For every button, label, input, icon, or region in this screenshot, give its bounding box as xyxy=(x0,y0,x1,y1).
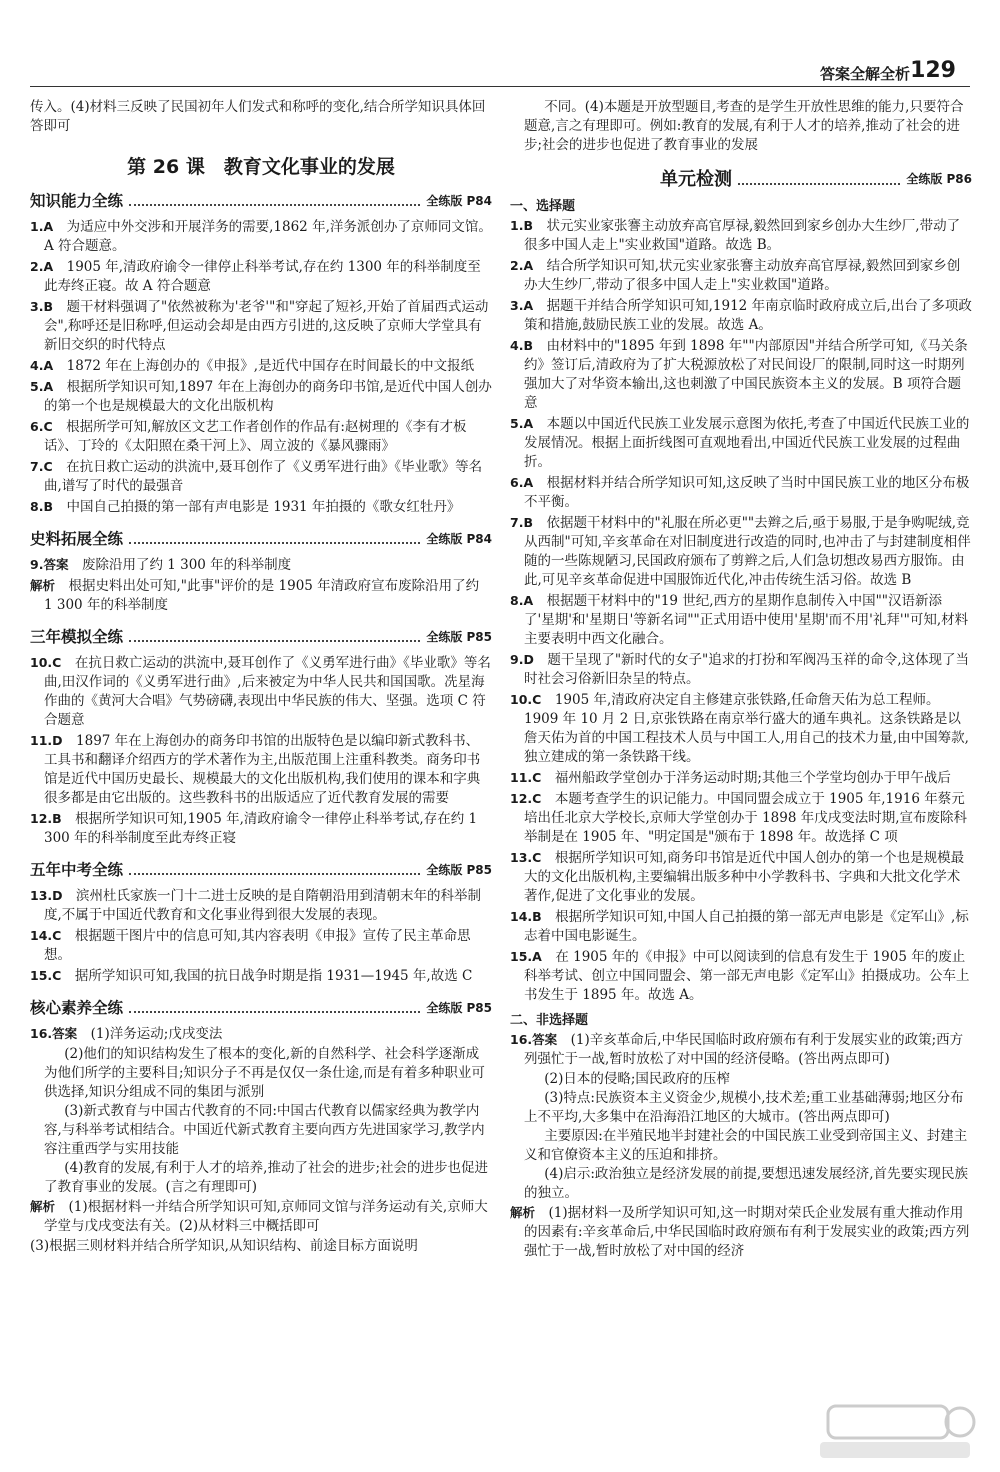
item-number: 6.A xyxy=(510,475,534,490)
item-text: 据题干并结合所学知识可知,1912 年南京临时政府成立后,出台了多项政策和措施,鼓励民族工业的发展。故选 A。 xyxy=(524,298,972,333)
section-header-5 xyxy=(30,996,492,1018)
answer-item xyxy=(510,848,972,906)
explanation-9 xyxy=(30,576,492,615)
part-heading: 二、非选择题 xyxy=(510,1013,589,1028)
answer-9 xyxy=(30,555,492,575)
explanation-text: 根据史料出处可知,"此事"评价的是 1905 年清政府宣布废除沿用了约 1 300 年的科举制度 xyxy=(44,578,480,613)
item-number: 6.C xyxy=(30,419,53,434)
explanation-label: 解析 xyxy=(510,1205,536,1220)
answer-16-line xyxy=(30,1024,492,1044)
watermark-logo xyxy=(810,1402,980,1462)
section-title: 知识能力全练 xyxy=(30,192,124,210)
answer-item xyxy=(510,591,972,649)
answer-label: 16.答案 xyxy=(510,1032,558,1047)
item-number: 13.D xyxy=(30,888,63,903)
item-number: 2.A xyxy=(30,259,54,274)
item-text: 在 1905 年的《申报》中可以阅读到的信息有发生于 1905 年的废止科举考试、创立中国同盟会、第一部无声电影《定军山》拍摄成功。公车上书发生于 1895 年。故选 A。 xyxy=(524,949,970,1003)
leader-dots xyxy=(129,630,420,642)
answer-item xyxy=(510,513,972,590)
item-number: 1.B xyxy=(510,218,533,233)
item-text: 根据题干材料中的"19 世纪,西方的星期作息制传入中国""汉语新添了'星期'和'星期日'等新名词""正式用语中使用'星期'而不用'礼拜'"可知,材料主要表明中西文化融合。 xyxy=(524,593,969,647)
item-text: 题干呈现了"新时代的女子"追求的打扮和军阀冯玉祥的命令,这体现了当时社会习俗新旧杂呈的特点。 xyxy=(524,652,970,687)
answer-item xyxy=(30,356,492,376)
answer-16-line: (3)新式教育与中国古代教育的不同:中国古代教育以儒家经典为教学内容,与科举考试相结合。中国近代新式教育主要向西方先进国家学习,教学内容注重西学与实用技能 xyxy=(44,1103,485,1157)
item-text: 根据所学可知,解放区文艺工作者创作的作品有:赵树理的《李有才板话》、丁玲的《太阳照在桑干河上》、周立波的《暴风骤雨》 xyxy=(44,419,467,454)
answer-label: 16.答案 xyxy=(30,1026,78,1041)
right-intro: 不同。(4)本题是开放型题目,考查的是学生开放性思维的能力,只要符合题意,言之有理即可。例如:教育的发展,有利于人才的培养,推动了社会的进步;社会的进步也促进了教育事业的发展 xyxy=(524,99,964,153)
answer-text: 废除沿用了约 1 300 年的科举制度 xyxy=(81,557,292,573)
section-ref: 全练版 P84 xyxy=(426,193,492,208)
answer-16-line xyxy=(510,1030,972,1069)
unit-ref: 全练版 P86 xyxy=(906,171,972,186)
section-3-list xyxy=(30,653,492,848)
answer-item xyxy=(30,731,492,808)
answer-text: (1)辛亥革命后,中华民国临时政府颁布有利于发展实业的政策;西方列强忙于一战,暂时放松了对中国的经济侵略。(答出两点即可) xyxy=(524,1032,964,1067)
answer-label: 9.答案 xyxy=(30,557,69,572)
answer-16-line: 主要原因:在半殖民地半封建社会的中国民族工业受到帝国主义、封建主义和官僚资本主义的压迫和排挤。 xyxy=(524,1128,968,1163)
item-number: 3.B xyxy=(30,299,53,314)
item-text: 根据题干图片中的信息可知,其内容表明《申报》宣传了民主革命思想。 xyxy=(44,928,471,963)
item-text: 本题考查学生的识记能力。中国同盟会成立于 1905 年,1916 年蔡元培出任北京大学校长,京师大学堂创办于 1898 年戊戌变法时期,宣布废除科举制是在 1905 年、"明定国是"颁布于 1898 年。故选择 C 项 xyxy=(524,791,968,845)
item-number: 8.A xyxy=(510,593,534,608)
answer-item xyxy=(30,809,492,848)
answer-item xyxy=(510,650,972,689)
section-1-list xyxy=(30,217,492,517)
item-number: 13.C xyxy=(510,850,542,865)
answer-item xyxy=(510,414,972,472)
item-text: 1897 年在上海创办的商务印书馆的出版特色是以编印新式教科书、工具书和翻译介绍西方的学术著作为主,出版范围上注重科教类。商务印书馆是近代中国历史最长、规模最大的文化出版机构,我们使用的课本和字典很多都是由它出版的。这些教科书的出版适应了近代教育发展的需要 xyxy=(44,733,481,806)
item-number: 8.B xyxy=(30,499,53,514)
item-number: 10.C xyxy=(30,655,62,670)
left-intro: 传入。(4)材料三反映了民国初年人们发式和称呼的变化,结合所学知识具体回答即可 xyxy=(30,99,486,134)
answer-item xyxy=(30,653,492,730)
leader-dots xyxy=(129,532,420,544)
answer-item xyxy=(510,473,972,512)
explanation-16 xyxy=(30,1197,492,1236)
answer-item xyxy=(30,966,492,986)
answer-item xyxy=(30,886,492,925)
item-number: 7.B xyxy=(510,515,533,530)
item-text: 本题以中国近代民族工业发展示意图为依托,考查了中国近代民族工业的发展情况。根据上面折线图可直观地看出,中国近代民族工业发展的过程曲折。 xyxy=(524,416,970,470)
section-header-2 xyxy=(30,527,492,549)
item-text: 结合所学知识可知,状元实业家张謇主动放弃高官厚禄,毅然回到家乡创办大生纱厂,带动了很多中国人走上"实业救国"道路。 xyxy=(524,258,961,293)
part-heading: 一、选择题 xyxy=(510,199,576,214)
explanation-16-cont: (3)根据三则材料并结合所学知识,从知识结构、前途目标方面说明 xyxy=(30,1238,418,1254)
explanation-16 xyxy=(510,1203,972,1261)
item-text: 根据所学知识可知,中国人自己拍摄的第一部无声电影是《定军山》,标志着中国电影诞生。 xyxy=(524,909,969,944)
item-text: 据所学知识可知,我国的抗日战争时期是指 1931—1945 年,故选 C xyxy=(74,968,473,984)
item-number: 10.C xyxy=(510,692,542,707)
section-header-1 xyxy=(30,189,492,211)
answer-16-line: (2)他们的知识结构发生了根本的变化,新的自然科学、社会科学逐渐成为他们所学的主要科目;知识分子不再是仅仅一条仕途,而是有着多种职业可供选择,知识分组成不同的集团与派别 xyxy=(44,1046,485,1100)
section-ref: 全练版 P85 xyxy=(426,862,492,877)
answer-item xyxy=(30,497,492,517)
item-text: 福州船政学堂创办于洋务运动时期;其他三个学堂均创办于甲午战后 xyxy=(554,770,951,786)
item-text: 根据所学知识可知,1905 年,清政府谕令一律停止科举考试,存在约 1 300 年的科举制度至此寿终正寝 xyxy=(44,811,478,846)
item-number: 15.C xyxy=(30,968,62,983)
section-header-4 xyxy=(30,858,492,880)
item-number: 5.A xyxy=(510,416,534,431)
answer-item xyxy=(30,377,492,416)
item-number: 2.A xyxy=(510,258,534,273)
answer-item xyxy=(510,789,972,847)
answer-item xyxy=(510,256,972,295)
item-number: 7.C xyxy=(30,459,53,474)
section-ref: 全练版 P84 xyxy=(426,531,492,546)
answer-16-line: (3)特点:民族资本主义资金少,规模小,技术差;重工业基础薄弱;地区分布上不平均,大多集中在沿海沿江地区的大城市。(答出两点即可) xyxy=(524,1090,964,1125)
explanation-text: (1)根据材料一并结合所学知识可知,京师同文馆与洋务运动有关,京师大学堂与戊戌变法有关。(2)从材料三中概括即可 xyxy=(44,1199,488,1234)
header-rule xyxy=(30,86,970,87)
answer-text: (1)洋务运动;戊戌变法 xyxy=(90,1026,223,1042)
answer-item xyxy=(30,297,492,355)
item-number: 3.A xyxy=(510,298,534,313)
item-text: 依据题干材料中的"礼服在所必更""去辫之后,亟于易服,于是争购呢绒,竞从西制"可知,辛亥革命在对旧制度进行改造的同时,也冲击了与封建制度相伴随的一些陈规陋习,民国政府颁布了剪辫之后,人们急切想改易西方服饰。由此,可见辛亥革命促进中国服饰近代化,冲击传统生活习俗。故选 B xyxy=(524,515,971,588)
section-title: 三年模拟全练 xyxy=(30,628,124,646)
leader-dots xyxy=(129,863,420,875)
item-text: 根据所学知识可知,1897 年在上海创办的商务印书馆,是近代中国人创办的第一个也是规模最大的文化出版机构 xyxy=(44,379,492,414)
item-number: 5.A xyxy=(30,379,54,394)
answer-16-line: (4)教育的发展,有利于人才的培养,推动了社会的进步;社会的进步也促进了教育事业的发展。(言之有理即可) xyxy=(44,1160,489,1195)
section-ref: 全练版 P85 xyxy=(426,629,492,644)
item-text: 1872 年在上海创办的《申报》,是近代中国存在时间最长的中文报纸 xyxy=(66,358,475,374)
answer-item xyxy=(30,457,492,496)
right-column xyxy=(510,98,972,1262)
section-header-3 xyxy=(30,625,492,647)
answer-item xyxy=(510,768,972,788)
section-title: 史料拓展全练 xyxy=(30,530,124,548)
item-text: 题干材料强调了"依然被称为'老爷'"和"穿起了短衫,开始了首届西式运动会",称呼还是旧称呼,但运动会却是由西方引进的,这反映了京师大学堂具有新旧交织的时代特点 xyxy=(44,299,489,353)
lesson-title: 第 26 课 教育文化事业的发展 xyxy=(127,156,395,178)
item-number: 12.B xyxy=(30,811,62,826)
answer-item xyxy=(510,690,972,767)
section-title: 核心素养全练 xyxy=(30,999,124,1017)
unit-title: 单元检测 xyxy=(660,169,732,190)
leader-dots xyxy=(738,172,900,185)
unit-choice-list xyxy=(510,216,972,1005)
answer-item xyxy=(30,257,492,296)
item-text: 为适应中外交涉和开展洋务的需要,1862 年,洋务派创办了京师同文馆。A 符合题意。 xyxy=(44,219,492,254)
item-number: 15.A xyxy=(510,949,542,964)
item-number: 14.B xyxy=(510,909,542,924)
item-number: 11.C xyxy=(510,770,542,785)
page-number: 129 xyxy=(910,58,956,83)
leader-dots xyxy=(129,1001,420,1013)
explanation-label: 解析 xyxy=(30,1199,56,1214)
item-text: 1905 年,清政府谕令一律停止科举考试,存在约 1300 年的科举制度至此寿终正寝。故 A 符合题意 xyxy=(44,259,481,294)
answer-16-line: (4)启示:政治独立是经济发展的前提,要想迅速发展经济,首先要实现民族的独立。 xyxy=(524,1166,969,1201)
left-column xyxy=(30,98,492,1256)
item-number: 12.C xyxy=(510,791,542,806)
item-number: 1.A xyxy=(30,219,54,234)
item-number: 14.C xyxy=(30,928,62,943)
section-4-list xyxy=(30,886,492,986)
item-number: 9.D xyxy=(510,652,534,667)
item-text: 状元实业家张謇主动放弃高官厚禄,毅然回到家乡创办大生纱厂,带动了很多中国人走上"实业救国"道路。故选 B。 xyxy=(524,218,961,253)
item-text: 根据材料并结合所学知识可知,这反映了当时中国民族工业的地区分布极不平衡。 xyxy=(524,475,970,510)
answer-item xyxy=(30,217,492,256)
item-text: 滨州杜氏家族一门十二进士反映的是自隋朝沿用到清朝末年的科举制度,不属于中国近代教育和文化事业得到很大发展的表现。 xyxy=(44,888,482,923)
section-title: 五年中考全练 xyxy=(30,861,124,879)
item-text: 在抗日救亡运动的洪流中,聂耳创作了《义勇军进行曲》《毕业歌》等名曲,田汉作词的《义勇军进行曲》,后来被定为中华人民共和国国歌。冼星海作曲的《黄河大合唱》气势磅礴,表现出中华民族的伟大、坚强。选项 C 符合题意 xyxy=(44,655,491,728)
answer-item xyxy=(30,417,492,456)
section-ref: 全练版 P85 xyxy=(426,1000,492,1015)
answer-item xyxy=(510,907,972,946)
answer-item xyxy=(510,296,972,335)
item-text: 根据所学知识可知,商务印书馆是近代中国人创办的第一个也是规模最大的文化出版机构,主要编辑出版多种中小学教科书、字典和大批文化学术著作,促进了文化事业的发展。 xyxy=(524,850,965,904)
item-text: 中国自己拍摄的第一部有声电影是 1931 年拍摄的《歌女红牡丹》 xyxy=(66,499,461,515)
item-number: 11.D xyxy=(30,733,63,748)
explanation-label: 解析 xyxy=(30,578,56,593)
answer-item xyxy=(30,926,492,965)
answer-item xyxy=(510,947,972,1005)
answer-item xyxy=(510,216,972,255)
header-title: 答案全解全析 xyxy=(819,65,910,83)
answer-16-line: (2)日本的侵略;国民政府的压榨 xyxy=(544,1071,730,1087)
page-header xyxy=(0,58,1000,88)
item-text: 1905 年,清政府决定自主修建京张铁路,任命詹天佑为总工程师。1909 年 10 月 2 日,京张铁路在南京举行盛大的通车典礼。这条铁路是以詹天佑为首的中国工程技术人员与中国工人,用自己的技术力量,由中国筹款,独立建成的第一条铁路干线。 xyxy=(524,692,969,765)
unit-test-header xyxy=(510,165,972,191)
answer-item xyxy=(510,336,972,413)
item-number: 4.A xyxy=(30,358,54,373)
explanation-text: (1)据材料一及所学知识可知,这一时期对荣氏企业发展有重大推动作用的因素有:辛亥革命后,中华民国临时政府颁布有利于发展实业的政策;西方列强忙于一战,暂时放松了对中国的经济 xyxy=(524,1205,970,1259)
item-text: 由材料中的"1895 年到 1898 年""内部原因"并结合所学可知,《马关条约》签订后,清政府为了扩大税源放松了对民间设厂的限制,同时这一时期列强加大了对华资本输出,这也刺激了中国民族资本主义的发展。B 项符合题意 xyxy=(524,338,968,411)
item-text: 在抗日救亡运动的洪流中,聂耳创作了《义勇军进行曲》《毕业歌》等名曲,谱写了时代的最强音 xyxy=(44,459,483,494)
item-number: 4.B xyxy=(510,338,533,353)
leader-dots xyxy=(129,194,420,206)
